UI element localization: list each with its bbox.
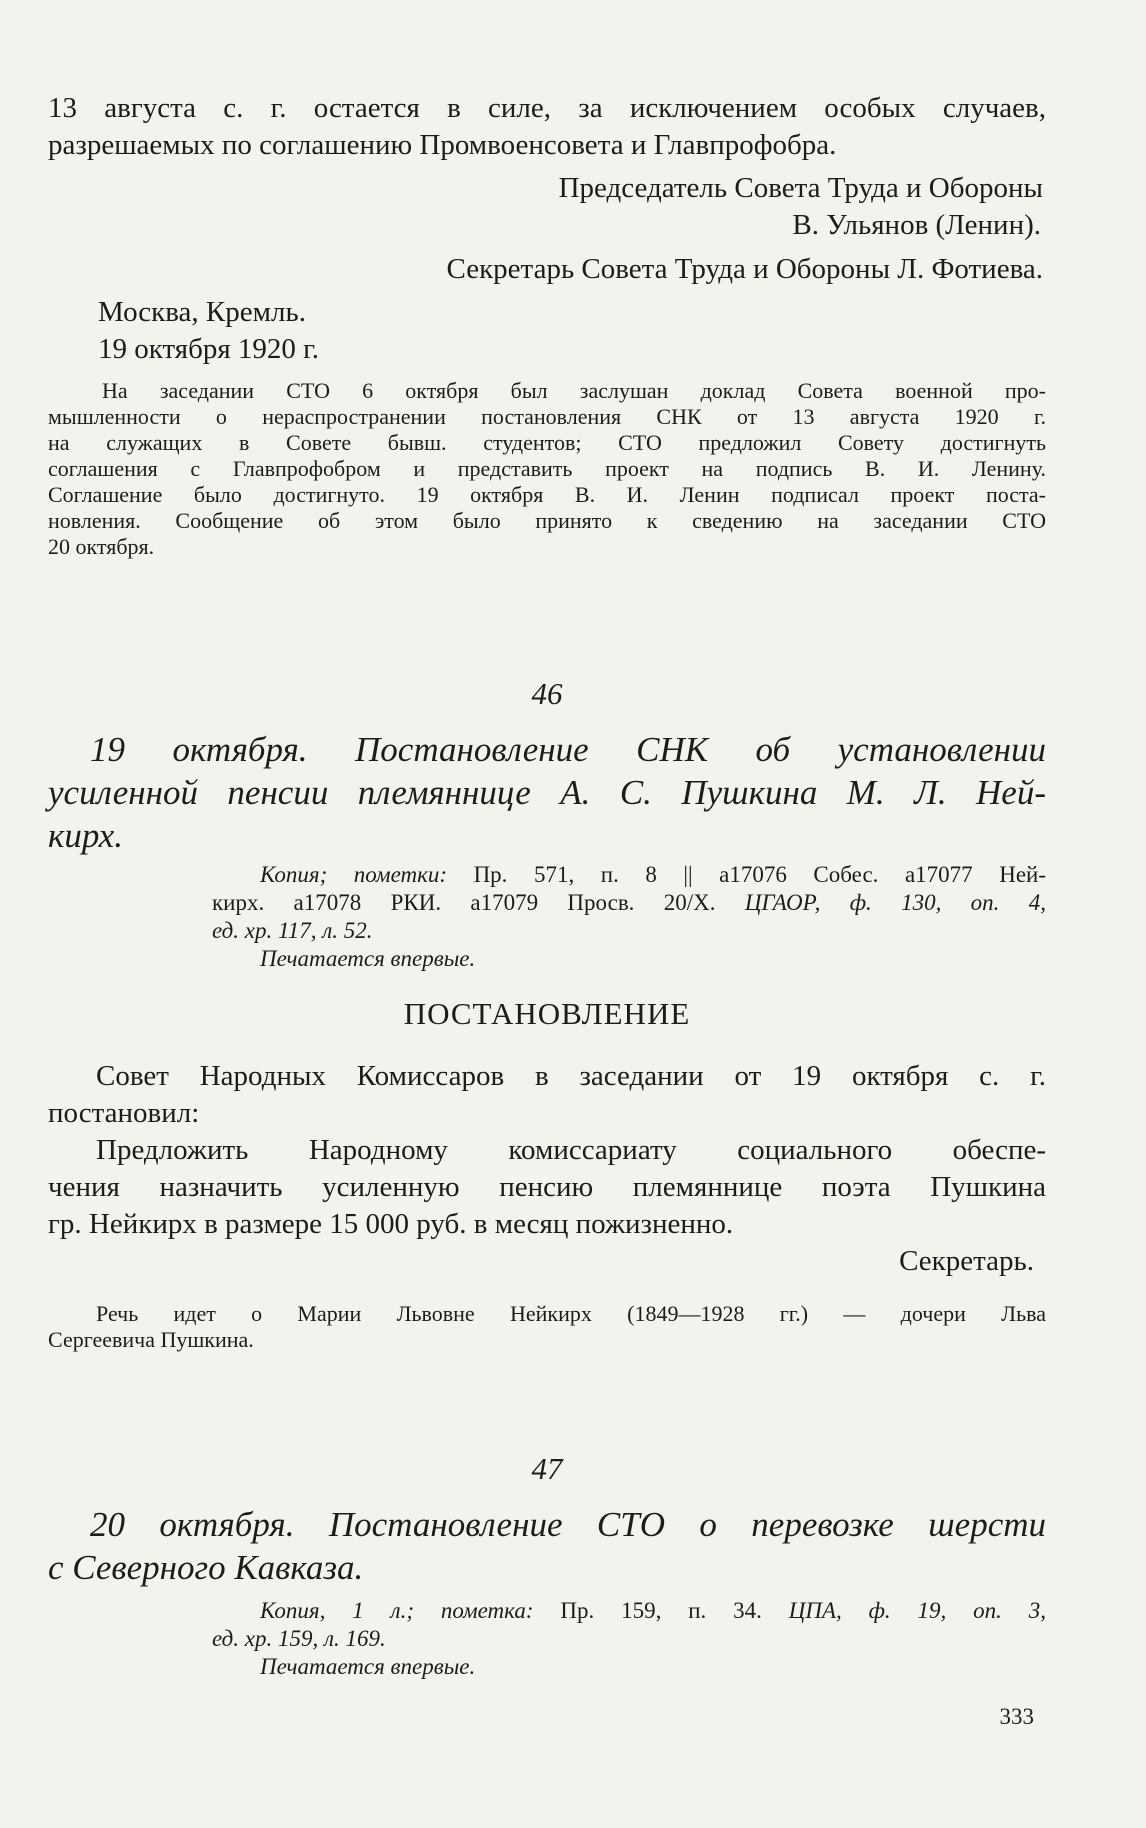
signature: Секретарь. [899, 1245, 1034, 1277]
chairman-signature [48, 170, 1046, 244]
archive-ref: ЦГАОР, ф. 130, оп. 4, [744, 890, 1046, 915]
doc46-source [48, 861, 1046, 973]
doc47-number: 47 [531, 1451, 563, 1486]
body-line: гр. Нейкирх в размере 15 000 руб. в месяц пожизненно. [48, 1208, 734, 1240]
print-note: Печатается впервые. [260, 1654, 476, 1679]
source-text: кирх. а17078 РКИ. а17079 Просв. 20/Х. [212, 890, 745, 915]
place: Москва, Кремль. [98, 296, 306, 328]
doc46-number: 46 [531, 676, 563, 711]
doc47-heading [48, 1503, 1046, 1589]
heading-line: 20 октября. Постановление СТО о перевозке шерсти [90, 1505, 1046, 1544]
source-label: Копия; пометки: [260, 862, 448, 887]
text-line: 13 августа с. г. остается в силе, за исключением особых случаев, [48, 92, 1046, 124]
body-line: Совет Народных Комиссаров в заседании от 19 октября с. г. [96, 1060, 1046, 1092]
heading-line: с Северного Кавказа. [48, 1548, 364, 1587]
heading-line: кирх. [48, 816, 123, 855]
note-line: на служащих в Совете бывш. студентов; СТО предложил Совету достигнуть [48, 430, 1046, 455]
doc46-signature [48, 1243, 1046, 1280]
source-label: Копия, 1 л.; пометка: [260, 1598, 534, 1623]
secretary-signature [48, 251, 1046, 288]
chairman-title: Председатель Совета Труда и Обороны [558, 172, 1043, 204]
note-line: Соглашение было достигнуто. 19 октября В. И. Ленин подписал проект поста- [48, 482, 1046, 507]
heading-line: усиленной пенсии племяннице А. С. Пушкина М. Л. Ней- [48, 773, 1046, 812]
note-line: Речь идет о Марии Львовне Нейкирх (1849—1928 гг.) — дочери Льва [96, 1301, 1046, 1326]
note-line: На заседании СТО 6 октября был заслушан доклад Совета военной про- [102, 378, 1046, 403]
chairman-name: В. Ульянов (Ленин). [792, 209, 1041, 241]
note-line: соглашения с Главпрофобром и представить проект на подпись В. И. Ленину. [48, 456, 1046, 481]
note-line: 20 октября. [48, 534, 155, 559]
body-line: Предложить Народному комиссариату социального обеспе- [96, 1134, 1046, 1166]
archive-ref: ед. хр. 117, л. 52. [212, 918, 373, 943]
text-line: разрешаемых по соглашению Промвоенсовета и Главпрофобра. [48, 129, 837, 161]
archive-ref: ЦПА, ф. 19, оп. 3, [788, 1598, 1046, 1623]
doc47-source [48, 1597, 1046, 1681]
source-text: Пр. 159, п. 34. [533, 1598, 789, 1623]
doc46-heading [48, 728, 1046, 857]
note-line: новления. Сообщение об этом было принято к сведению на заседании СТО [48, 508, 1046, 533]
source-text: Пр. 571, п. 8 || а17076 Собес. а17077 Ней- [447, 862, 1046, 887]
place-date [48, 294, 1046, 368]
note-line: мышленности о нераспространении постановления СНК от 13 августа 1920 г. [48, 404, 1046, 429]
date: 19 октября 1920 г. [98, 333, 320, 365]
print-note: Печатается впервые. [260, 946, 476, 971]
doc46-title: ПОСТАНОВЛЕНИЕ [403, 996, 691, 1031]
editorial-note [48, 378, 1046, 560]
doc46-body [48, 1058, 1046, 1243]
body-line: постановил: [48, 1097, 200, 1129]
continuation-text [48, 90, 1046, 164]
body-line: чения назначить усиленную пенсию племяннице поэта Пушкина [48, 1171, 1046, 1203]
secretary-line: Секретарь Совета Труда и Обороны Л. Фотиева. [446, 253, 1043, 285]
heading-line: 19 октября. Постановление СНК об установлении [90, 730, 1046, 769]
note-line: Сергеевича Пушкина. [48, 1327, 254, 1352]
archive-ref: ед. хр. 159, л. 169. [212, 1626, 386, 1651]
page-number: 333 [999, 1704, 1034, 1729]
doc46-note [48, 1301, 1046, 1353]
